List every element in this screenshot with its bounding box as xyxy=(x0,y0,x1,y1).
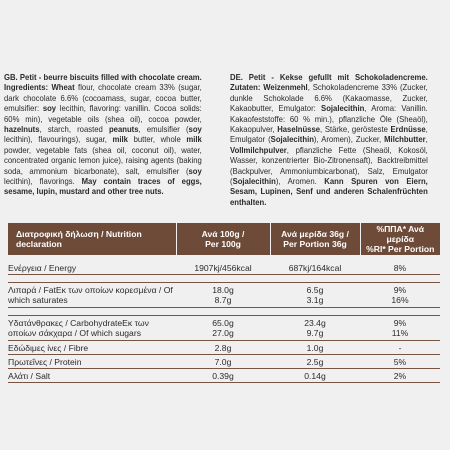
nutrient-label xyxy=(8,316,176,341)
value-per-100g xyxy=(176,355,270,369)
ingredient-text: flour, chocolate cream 33% (sugar, dark chocolate 6.6% (cocoamass, sugar, cocoa butter, emulsifier: xyxy=(4,82,202,114)
nutrition-table xyxy=(8,223,440,383)
value-per-portion-line: 2.5g xyxy=(306,356,324,367)
value-per-100g xyxy=(176,369,270,383)
ingredient-bold-text: soy xyxy=(42,103,57,114)
ingredient-text: , pflanzliche Fette (Sheaöl, Kokosöl, Wasser, konzentrierter Bio-Zitronensaft), Backtreibmittel (Backpulver, Ammoniumbicarbonat), Salz, Emulgator ( xyxy=(230,144,428,187)
ingredient-bold-text: soy xyxy=(188,165,202,176)
table-row xyxy=(8,355,440,369)
table-row xyxy=(8,283,440,308)
value-per-100g xyxy=(176,261,270,275)
ingredient-text: butter, whole xyxy=(127,134,187,145)
ingredient-bold-text: DE. Petit - Kekse gefullt mit Schokoladencreme. Zutaten: Weizenmehl xyxy=(230,72,428,93)
ingredient-bold-text: Milchbutter xyxy=(384,134,426,145)
ingredient-text: , starch, roasted xyxy=(39,124,109,135)
value-per-100g-line: 18.0g xyxy=(212,285,234,295)
ingredients-section xyxy=(4,72,445,207)
header-ri xyxy=(360,223,440,255)
value-per-100g xyxy=(176,283,270,308)
nutrient-label-line: Εκ των οποίων σάκχαρα / Of which sugars xyxy=(8,318,149,338)
ingredient-text: , Emulgator ( xyxy=(230,124,428,145)
ingredient-text: ), Aromen), Zucker, xyxy=(313,134,385,145)
value-ri xyxy=(360,341,440,355)
ingredient-text: , xyxy=(425,134,428,145)
value-ri-line: 11% xyxy=(391,328,409,338)
value-per-100g-line: 65.0g xyxy=(212,318,234,328)
value-per-portion xyxy=(270,283,360,308)
ingredient-bold-text: Vollmilchpulver xyxy=(230,144,287,155)
value-per-100g-line: 7.0g xyxy=(214,356,232,367)
header-per-portion-line: Per Portion 36g xyxy=(283,239,347,249)
ingredient-bold-text: Sojalecithin xyxy=(232,176,276,187)
value-per-portion xyxy=(270,369,360,383)
header-per-100g xyxy=(176,223,270,255)
value-per-portion xyxy=(270,261,360,275)
table-spacer xyxy=(8,308,440,316)
ingredient-text: , Schokoladencreme 33% (Zucker, dunkle Schokolade 6.6% (Kakaomasse, Zucker, Kakaobutter, Emulgator: xyxy=(230,82,428,114)
ingredient-bold-text: peanuts xyxy=(108,124,139,135)
ingredient-text: lecithin), flavourings), sugar, xyxy=(4,134,113,145)
ingredient-bold-text: Sojalecithin xyxy=(321,103,365,114)
value-ri-line: 9% xyxy=(393,285,407,295)
ingredient-text: , Aroma: Vanillin. Kakaofeststoffe: 60 % min.), pflanzliche Öle (Sheaöl), Kakaopulver, xyxy=(230,103,428,135)
ingredient-bold-text: May contain traces of eggs, sesame, lupin, mustard and other tree nuts. xyxy=(4,176,202,197)
value-ri-line: 2% xyxy=(393,370,407,381)
value-per-portion-line: 3.1g xyxy=(306,295,324,305)
value-ri-line: 9% xyxy=(393,318,407,328)
ingredients-english xyxy=(4,72,202,207)
ingredient-bold-text: Wheat xyxy=(51,82,75,93)
value-ri-line: 16% xyxy=(391,295,409,305)
ingredient-bold-text: Kann Spuren von Eiern, Sesam, Lupinen, Senf und anderen Schalenfrüchten enthalten. xyxy=(230,176,428,207)
value-per-portion-line: 687kj/164kcal xyxy=(288,262,342,273)
value-per-100g-line: 0.39g xyxy=(212,370,234,381)
nutrient-label-line: Λιπαρά / Fat xyxy=(8,285,56,295)
nutrient-label-line: Ενέργεια / Energy xyxy=(8,262,77,273)
value-per-portion xyxy=(270,316,360,341)
value-ri xyxy=(360,283,440,308)
ingredient-bold-text: milk xyxy=(186,134,202,145)
value-per-portion-line: 23.4g xyxy=(304,318,326,328)
nutrient-label xyxy=(8,261,176,275)
value-ri-line: 8% xyxy=(393,262,407,273)
table-spacer xyxy=(8,275,440,283)
value-per-portion xyxy=(270,355,360,369)
table-row xyxy=(8,316,440,341)
nutrient-label xyxy=(8,355,176,369)
table-row xyxy=(8,341,440,355)
value-per-portion-line: 0.14g xyxy=(304,370,326,381)
ingredient-text: lecithin, flavoring: vanillin. Cocoa solids: 60% min), vegetable oils (shea oil), cocoa powder, xyxy=(4,103,202,124)
nutrient-label-line: Εδώδιμες ίνες / Fibre xyxy=(8,342,89,353)
ingredient-text: , emulsifier ( xyxy=(138,124,189,135)
ingredient-text: lecithin), flavorings. xyxy=(4,176,82,187)
value-ri xyxy=(360,355,440,369)
ingredient-bold-text: milk xyxy=(112,134,128,145)
header-per-portion-line: Ανά μερίδα 36g / xyxy=(281,229,349,239)
value-ri xyxy=(360,369,440,383)
value-per-portion-line: 9.7g xyxy=(306,328,324,338)
header-ri-line: %RI* Per Portion xyxy=(366,244,435,254)
ingredients-german xyxy=(230,72,428,207)
value-per-100g-line: 2.8g xyxy=(214,342,232,353)
header-per-portion xyxy=(270,223,360,255)
value-per-100g xyxy=(176,341,270,355)
ingredient-bold-text: hazelnuts xyxy=(4,124,40,135)
header-ri-line: %ΠΠΑ* Ανά μερίδα xyxy=(376,224,425,244)
nutrient-label-line: Πρωτεΐνες / Protein xyxy=(8,356,82,367)
value-per-portion-line: 1.0g xyxy=(306,342,324,353)
ingredient-bold-text: soy xyxy=(188,124,202,135)
value-per-portion-line: 6.5g xyxy=(306,285,324,295)
header-per-100g-line: Ανά 100g / xyxy=(201,229,245,239)
nutrient-label xyxy=(8,369,176,383)
header-per-100g-line: Per 100g xyxy=(205,239,241,249)
value-per-100g-line: 8.7g xyxy=(214,295,232,305)
value-ri-line: 5% xyxy=(393,356,407,367)
table-row xyxy=(8,261,440,275)
value-per-portion xyxy=(270,341,360,355)
nutrient-label-line: Αλάτι / Salt xyxy=(8,370,51,381)
ingredient-text: powder, vegetable fats (shea oil, coconut oil), water, concentrated organic lemon juice), raising agents (baking soda, ammonium bicarbonate), salt, emulsifier ( xyxy=(4,144,202,176)
value-ri xyxy=(360,316,440,341)
ingredient-bold-text: Sojalecithin xyxy=(270,134,314,145)
ingredient-bold-text: GB. Petit - beurre biscuits filled with chocolate cream. Ingredients: xyxy=(4,72,202,93)
nutrient-label-line: Υδατάνθρακες / Carbohydrate xyxy=(8,318,123,328)
nutrient-label-line: Εκ των οποίων κορεσμένα / Of which saturates xyxy=(8,285,173,305)
value-ri xyxy=(360,261,440,275)
nutrient-label xyxy=(8,283,176,308)
ingredient-bold-text: Erdnüsse xyxy=(390,124,426,135)
header-label: Διατροφική δήλωση / Nutrition declaration xyxy=(8,223,176,255)
table-row xyxy=(8,369,440,383)
value-ri-line: - xyxy=(398,342,402,353)
value-per-100g-line: 1907kj/456kcal xyxy=(194,262,252,273)
value-per-100g-line: 27.0g xyxy=(212,328,234,338)
value-per-100g xyxy=(176,316,270,341)
nutrient-label xyxy=(8,341,176,355)
ingredient-text: , Stärke, gerösteste xyxy=(320,124,391,135)
ingredient-bold-text: Haselnüsse xyxy=(277,124,321,135)
table-header-row xyxy=(8,223,440,255)
ingredient-text: ), Aromen. xyxy=(275,176,325,187)
